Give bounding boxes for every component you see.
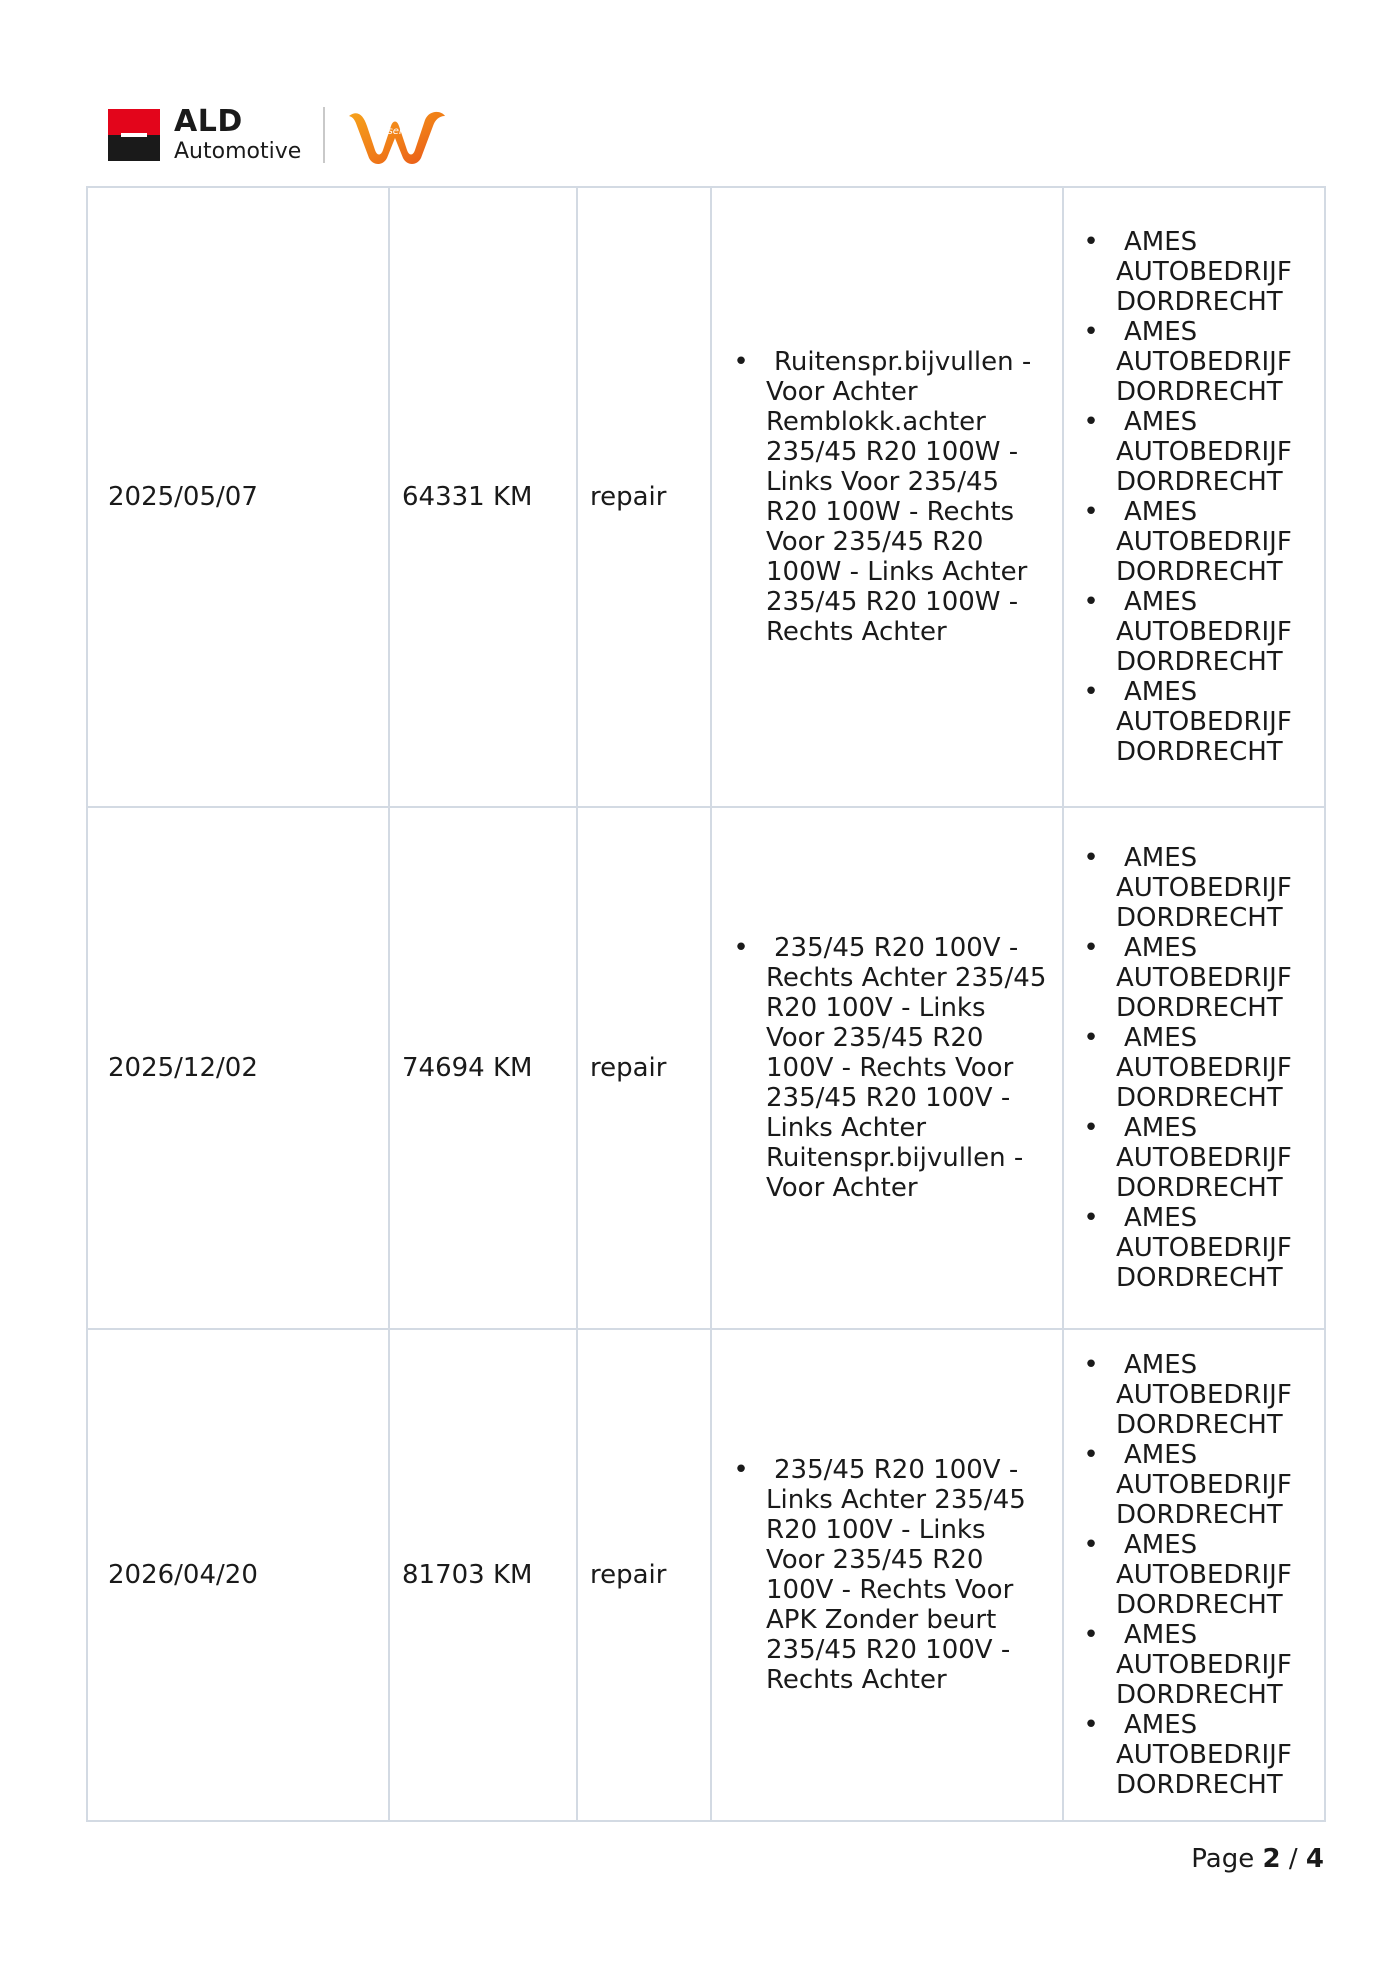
page-separator: / (1288, 1844, 1298, 1874)
bullet-icon: • (1083, 1530, 1099, 1560)
supplier-name: AMES AUTOBEDRIJF DORDRECHT (1116, 933, 1292, 1023)
bullet-icon: • (1083, 1203, 1099, 1233)
bullet-icon: • (1083, 1023, 1099, 1053)
bullet-icon: • (733, 347, 749, 377)
bullet-icon: • (1083, 1620, 1099, 1650)
supplier-name: AMES AUTOBEDRIJF DORDRECHT (1116, 1113, 1292, 1203)
supplier-name: AMES AUTOBEDRIJF DORDRECHT (1116, 1350, 1292, 1440)
list-item (1074, 1530, 1318, 1620)
supplier-name: AMES AUTOBEDRIJF DORDRECHT (1116, 407, 1292, 497)
supplier-list (1074, 227, 1318, 767)
description-list (724, 933, 1052, 1203)
supplier-name: AMES AUTOBEDRIJF DORDRECHT (1116, 1710, 1292, 1800)
description-list (724, 347, 1052, 647)
list-item (724, 933, 1052, 1203)
ald-brand-subtitle: Automotive (174, 139, 302, 164)
description-list (724, 1455, 1052, 1695)
supplier-name: AMES AUTOBEDRIJF DORDRECHT (1116, 1620, 1292, 1710)
total-page-number: 4 (1305, 1844, 1324, 1874)
supplier-name: AMES AUTOBEDRIJF DORDRECHT (1116, 317, 1292, 407)
list-item (1074, 843, 1318, 933)
bullet-icon: • (1083, 677, 1099, 707)
ald-brand-name: ALD (174, 104, 243, 139)
current-page-number: 2 (1262, 1844, 1281, 1874)
supplier-name: AMES AUTOBEDRIJF DORDRECHT (1116, 497, 1292, 587)
type-cell: repair (577, 187, 711, 807)
bullet-icon: • (1083, 1440, 1099, 1470)
bullet-icon: • (1083, 1113, 1099, 1143)
list-item (1074, 227, 1318, 317)
bullet-icon: • (1083, 227, 1099, 257)
supplier-cell (1063, 1329, 1325, 1821)
page-label: Page (1191, 1844, 1255, 1874)
supplier-name: AMES AUTOBEDRIJF DORDRECHT (1116, 843, 1292, 933)
mileage-cell: 64331 KM (389, 187, 577, 807)
table-row (87, 187, 1325, 807)
date-cell: 2025/05/07 (87, 187, 389, 807)
mileage-cell: 74694 KM (389, 807, 577, 1329)
supplier-name: AMES AUTOBEDRIJF DORDRECHT (1116, 227, 1292, 317)
bullet-icon: • (1083, 843, 1099, 873)
list-item (1074, 587, 1318, 677)
table-row (87, 807, 1325, 1329)
supplier-cell (1063, 187, 1325, 807)
type-cell: repair (577, 1329, 711, 1821)
mileage-cell: 81703 KM (389, 1329, 577, 1821)
page-number (1191, 1844, 1324, 1874)
type-cell: repair (577, 807, 711, 1329)
list-item (1074, 933, 1318, 1023)
bullet-icon: • (1083, 407, 1099, 437)
description-cell (711, 807, 1063, 1329)
list-item (1074, 1620, 1318, 1710)
supplier-name: AMES AUTOBEDRIJF DORDRECHT (1116, 677, 1292, 767)
list-item (1074, 677, 1318, 767)
list-item (1074, 497, 1318, 587)
bullet-icon: • (1083, 933, 1099, 963)
bullet-icon: • (1083, 1710, 1099, 1740)
list-item (1074, 1203, 1318, 1293)
list-item (1074, 1350, 1318, 1440)
list-item (1074, 1113, 1318, 1203)
bullet-icon: • (1083, 317, 1099, 347)
supplier-name: AMES AUTOBEDRIJF DORDRECHT (1116, 1203, 1292, 1293)
supplier-cell (1063, 807, 1325, 1329)
list-item (724, 1455, 1052, 1695)
description-cell (711, 1329, 1063, 1821)
list-item (1074, 1440, 1318, 1530)
svg-text:LeasePlan: LeasePlan (370, 126, 421, 137)
table-row (87, 1329, 1325, 1821)
date-cell: 2026/04/20 (87, 1329, 389, 1821)
list-item (1074, 407, 1318, 497)
maintenance-history-table (86, 186, 1326, 1822)
list-item (724, 347, 1052, 647)
supplier-name: AMES AUTOBEDRIJF DORDRECHT (1116, 1440, 1292, 1530)
ald-logo-mark (108, 109, 160, 161)
bullet-icon: • (1083, 497, 1099, 527)
description-text: Ruitenspr.bijvullen - Voor Achter Remblokk.achter 235/45 R20 100W - Links Voor 235/45 R20 100W - Rechts Voor 235/45 R20 100W - Links Achter 235/45 R20 100W - Rechts Achter (766, 347, 1032, 647)
supplier-name: AMES AUTOBEDRIJF DORDRECHT (1116, 1530, 1292, 1620)
description-text: 235/45 R20 100V - Rechts Achter 235/45 R20 100V - Links Voor 235/45 R20 100V - Rechts Voor 235/45 R20 100V - Links Achter Ruitenspr.bijvullen - Voor Achter (766, 933, 1047, 1203)
supplier-list (1074, 1350, 1318, 1800)
supplier-name: AMES AUTOBEDRIJF DORDRECHT (1116, 587, 1292, 677)
page-header (108, 104, 449, 166)
list-item (1074, 1710, 1318, 1800)
description-text: 235/45 R20 100V - Links Achter 235/45 R20 100V - Links Voor 235/45 R20 100V - Rechts Voor APK Zonder beurt 235/45 R20 100V - Rechts Achter (766, 1455, 1026, 1695)
description-cell (711, 187, 1063, 807)
bullet-icon: • (1083, 587, 1099, 617)
bullet-icon: • (733, 933, 749, 963)
supplier-name: AMES AUTOBEDRIJF DORDRECHT (1116, 1023, 1292, 1113)
ald-logo-text (174, 104, 302, 164)
date-cell: 2025/12/02 (87, 807, 389, 1329)
logo-divider (323, 107, 325, 163)
list-item (1074, 317, 1318, 407)
list-item (1074, 1023, 1318, 1113)
bullet-icon: • (733, 1455, 749, 1485)
leaseplan-logo (345, 104, 449, 166)
bullet-icon: • (1083, 1350, 1099, 1380)
supplier-list (1074, 843, 1318, 1293)
